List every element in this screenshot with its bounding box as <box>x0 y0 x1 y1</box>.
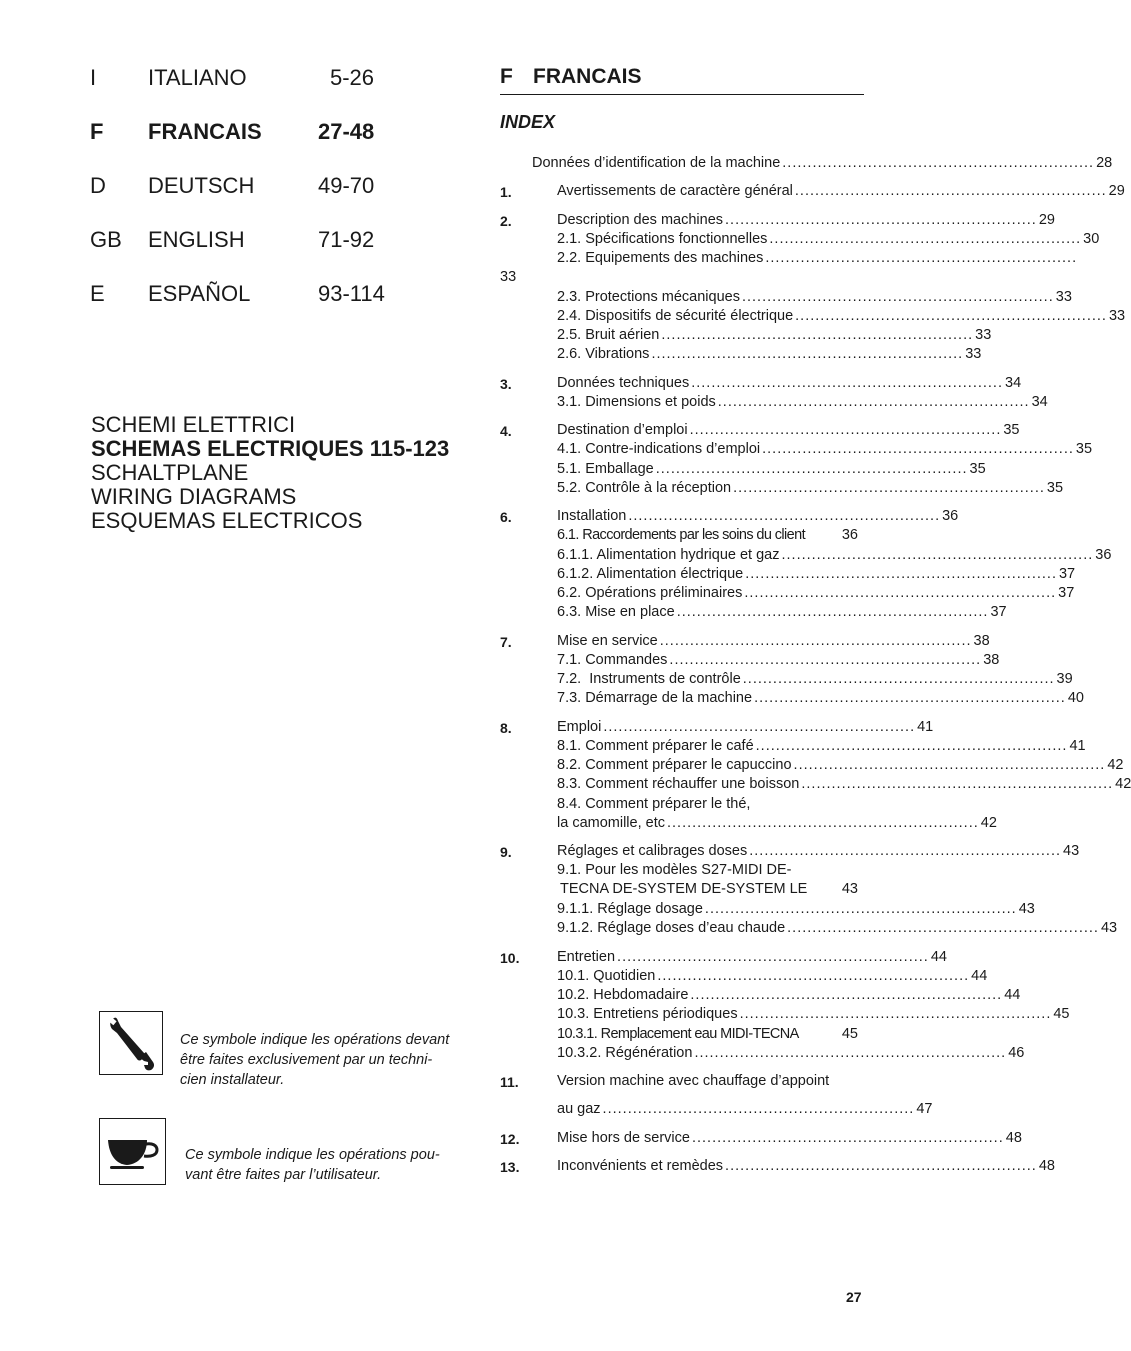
toc-entry: 10.3. Entretiens périodiques .............................................................. 45 <box>557 1006 1070 1022</box>
toc-entry-page: 37 <box>1058 566 1076 582</box>
schemas-en: WIRING DIAGRAMS <box>91 484 297 509</box>
toc-entry-title: la camomille, etc <box>557 815 665 831</box>
toc-entry-title: au gaz <box>557 1101 601 1117</box>
toc-entry-title: 6.2. Opérations préliminaires <box>557 585 743 601</box>
toc-entry: Description des machines .............................................................. 29 <box>557 212 1055 228</box>
toc-section-number: 6. <box>500 509 512 525</box>
toc-entry-page: 39 <box>1056 671 1073 687</box>
toc-entry: 7.3. Démarrage de la machine .............................................................. 40 <box>557 690 1084 706</box>
toc-entry-page: 30 <box>1083 231 1100 247</box>
toc-entry: Avertissements de caractère général .............................................................. 29 <box>557 183 1125 199</box>
technician-symbol-note <box>180 1030 449 1090</box>
language-code: F <box>90 119 104 144</box>
language-code: E <box>90 281 105 306</box>
toc-entry: 6.1.2. Alimentation électrique .............................................................. 37 <box>557 566 1076 582</box>
schemas-fr: SCHEMAS ELECTRIQUES 115-123 <box>91 436 450 461</box>
toc-entry-title: 4.1. Contre-indications d’emploi <box>557 441 761 457</box>
toc-section-number: 12. <box>500 1131 520 1147</box>
user-note-line: Ce symbole indique les opérations pou- <box>185 1147 440 1163</box>
toc-entry: 9.1.1. Réglage dosage .............................................................. 43 <box>557 901 1035 917</box>
toc-section-number: 7. <box>500 634 512 650</box>
wrench-icon <box>100 1012 161 1073</box>
language-code: GB <box>90 227 122 252</box>
toc-section-number: 2. <box>500 213 512 229</box>
technician-note-line: être faites exclusivement par un techni- <box>180 1052 433 1068</box>
toc-entry-page: 44 <box>930 949 947 965</box>
language-pages: 27-48 <box>318 119 375 144</box>
toc-entry-page: 35 <box>1075 441 1093 457</box>
toc-entry: 2.5. Bruit aérien .............................................................. 33 <box>557 327 992 343</box>
toc-entry-title: 2.5. Bruit aérien <box>557 327 660 343</box>
toc-entry: 6.1.1. Alimentation hydrique et gaz .............................................................. 36 <box>557 547 1112 563</box>
toc-entry-page: 33 <box>965 346 982 362</box>
toc-entry-title: Destination d’emploi <box>557 422 688 438</box>
toc-entry-title: 10.3. Entretiens périodiques <box>557 1006 738 1022</box>
toc-entry: 7.1. Commandes .............................................................. 38 <box>557 652 1000 668</box>
toc-entry-page: 43 <box>1063 843 1080 859</box>
toc-entry-title: 2.2. Equipements des machines <box>557 250 764 266</box>
toc-entry-title: 10.2. Hebdomadaire <box>557 987 689 1003</box>
toc-entry-page: 43 <box>1100 920 1118 936</box>
toc-entry: 2.2. Equipements des machines .............................................................. <box>557 250 1078 266</box>
toc-entry <box>557 526 858 545</box>
cup-icon <box>100 1119 164 1183</box>
toc-entry-page: 42 <box>1107 757 1124 773</box>
section-title: FRANCAIS <box>533 65 642 88</box>
toc-entry: 5.2. Contrôle à la réception .............................................................. 35 <box>557 480 1064 496</box>
toc-entry: 2.6. Vibrations .............................................................. 33 <box>557 346 982 362</box>
toc-entry-title: 9.1. Pour les modèles S27-MIDI DE- <box>557 862 792 878</box>
toc-entry-page: 42 <box>1115 776 1131 792</box>
toc-entry-page: 35 <box>969 461 986 477</box>
schemas-es: ESQUEMAS ELECTRICOS <box>91 508 363 533</box>
toc-entry: 3.1. Dimensions et poids .............................................................. 34 <box>557 394 1048 410</box>
toc-entry-page: 41 <box>917 719 934 735</box>
toc-entry-title: 2.1. Spécifications fonctionnelles <box>557 231 768 247</box>
toc-entry-page: 34 <box>1031 394 1048 410</box>
toc-entry: Mise en service .............................................................. 38 <box>557 633 990 649</box>
toc-entry <box>560 880 858 899</box>
toc-section-number: 3. <box>500 376 512 392</box>
toc-entry-page: 38 <box>973 633 990 649</box>
toc-section-number: 8. <box>500 720 512 736</box>
toc-entry <box>557 1025 858 1044</box>
toc-entry: 8.2. Comment préparer le capuccino .............................................................. 42 <box>557 757 1124 773</box>
toc-section-number: 1. <box>500 184 512 200</box>
toc-entry-page: 48 <box>1038 1158 1055 1174</box>
section-header <box>500 65 864 95</box>
toc-entry: Inconvénients et remèdes .............................................................. 48 <box>557 1158 1055 1174</box>
toc-entry: 10.2. Hebdomadaire .............................................................. 44 <box>557 987 1021 1003</box>
toc-entry-page: 29 <box>1108 183 1125 199</box>
toc-entry-title: 6.3. Mise en place <box>557 604 675 620</box>
toc-entry: la camomille, etc .............................................................. 42 <box>557 815 997 831</box>
toc-entry-page: 38 <box>983 652 1000 668</box>
toc-entry-page: 43 <box>841 881 858 897</box>
toc-entry-page: 33 <box>500 269 517 285</box>
toc-entry: 2.1. Spécifications fonctionnelles .............................................................. 30 <box>557 231 1100 247</box>
toc-entry-page: 33 <box>1108 308 1126 324</box>
wiring-diagrams-block <box>91 413 449 533</box>
toc-entry-title: Emploi <box>557 719 602 735</box>
toc-entry-title: 8.3. Comment réchauffer une boisson <box>557 776 800 792</box>
toc-entry-title: Entretien <box>557 949 616 965</box>
toc-entry-page: 36 <box>841 527 858 543</box>
toc-entry-title: 8.1. Comment préparer le café <box>557 738 754 754</box>
toc-section-number: 11. <box>500 1074 519 1090</box>
toc-entry-title: 7.2. Instruments de contrôle <box>557 671 741 687</box>
toc-entry-page: 33 <box>1055 289 1072 305</box>
toc-entry: 2.4. Dispositifs de sécurité électrique .............................................................. 33 <box>557 308 1126 324</box>
index-title: INDEX <box>500 112 556 132</box>
toc-entry-title: 2.4. Dispositifs de sécurité électrique <box>557 308 794 324</box>
toc-entry: 6.2. Opérations préliminaires .............................................................. 37 <box>557 585 1075 601</box>
language-code: D <box>90 173 106 198</box>
toc-entry-title: 6.1.2. Alimentation électrique <box>557 566 744 582</box>
toc-entry-page: 45 <box>1053 1006 1070 1022</box>
toc-entry-title: 6.1.1. Alimentation hydrique et gaz <box>557 547 780 563</box>
toc-entry-title: Description des machines <box>557 212 724 228</box>
toc-entry-title: Mise hors de service <box>557 1130 690 1146</box>
toc-entry: Installation .............................................................. 36 <box>557 508 959 524</box>
toc-entry: 2.3. Protections mécaniques .............................................................. 33 <box>557 289 1072 305</box>
toc-entry-page: 37 <box>990 604 1007 620</box>
toc-entry-title: Données techniques <box>557 375 690 391</box>
toc-entry-title: Données d’identification de la machine <box>532 155 781 171</box>
language-name: FRANCAIS <box>148 119 262 144</box>
toc-entry-page: 44 <box>1004 987 1021 1003</box>
user-symbol-note <box>185 1145 440 1185</box>
toc-entry-title: 10.1. Quotidien <box>557 968 656 984</box>
language-name: ENGLISH <box>148 227 245 252</box>
toc-entry-title: 8.4. Comment préparer le thé, <box>557 796 751 812</box>
language-name: ESPAÑOL <box>148 281 251 306</box>
toc-entry: Destination d’emploi .............................................................. 35 <box>557 422 1020 438</box>
schemas-de: SCHALTPLANE <box>91 460 249 485</box>
section-code: F <box>500 65 513 88</box>
toc-entry: 5.1. Emballage .............................................................. 35 <box>557 461 986 477</box>
toc-entry: Données techniques .............................................................. 34 <box>557 375 1022 391</box>
toc-entry-title: 7.3. Démarrage de la machine <box>557 690 753 706</box>
toc-entry-page: 45 <box>841 1026 858 1042</box>
technician-note-line: Ce symbole indique les opérations devant <box>180 1032 450 1048</box>
toc-section-number: 9. <box>500 844 512 860</box>
cup-symbol-box <box>99 1118 166 1185</box>
toc-entry: Mise hors de service .............................................................. 48 <box>557 1130 1022 1146</box>
toc-entry-page: 42 <box>980 815 997 831</box>
toc-entry: 8.1. Comment préparer le café .............................................................. 41 <box>557 738 1086 754</box>
toc-entry-page: 47 <box>916 1101 933 1117</box>
toc-entry-title: 9.1.2. Réglage doses d’eau chaude <box>557 920 786 936</box>
toc-entry-title: Installation <box>557 508 627 524</box>
toc-entry-page: 36 <box>1095 547 1112 563</box>
toc-entry-title: Réglages et calibrages doses <box>557 843 748 859</box>
toc-entry-page: 35 <box>1046 480 1064 496</box>
toc-entry: Réglages et calibrages doses .............................................................. 43 <box>557 843 1080 859</box>
toc-entry-title: 2.6. Vibrations <box>557 346 650 362</box>
toc-entry-title: 7.1. Commandes <box>557 652 668 668</box>
toc-entry-title: Mise en service <box>557 633 658 649</box>
toc-entry-page: 41 <box>1069 738 1086 754</box>
toc-entry-page: 40 <box>1067 690 1084 706</box>
toc-entry-title: Inconvénients et remèdes <box>557 1158 724 1174</box>
page-number: 27 <box>846 1289 862 1305</box>
toc-entry: Données d’identification de la machine .............................................................. 28 <box>532 155 1113 171</box>
toc-entry-page: 37 <box>1058 585 1075 601</box>
toc-entry: 10.3.2. Régénération .............................................................. 46 <box>557 1045 1025 1061</box>
language-code: I <box>90 65 97 90</box>
toc-entry-page: 29 <box>1038 212 1055 228</box>
toc-section-number: 4. <box>500 423 512 439</box>
toc-entry-title: 5.2. Contrôle à la réception <box>557 480 732 496</box>
toc-entry: 6.3. Mise en place .............................................................. 37 <box>557 604 1007 620</box>
toc-entry-page: 28 <box>1096 155 1113 171</box>
toc-entry-title: 3.1. Dimensions et poids <box>557 394 716 410</box>
toc-entry: Emploi .............................................................. 41 <box>557 719 934 735</box>
language-pages: 5-26 <box>330 65 375 90</box>
toc-entry-title: Version machine avec chauffage d’appoint <box>557 1073 830 1089</box>
toc-entry: 10.1. Quotidien .............................................................. 44 <box>557 968 988 984</box>
toc-entry-title: 8.2. Comment préparer le capuccino <box>557 757 792 773</box>
technician-note-line: cien installateur. <box>180 1072 285 1088</box>
toc-entry-title: 5.1. Emballage <box>557 461 654 477</box>
toc-entry-title: 10.3.2. Régénération <box>557 1045 693 1061</box>
toc-entry-page: 48 <box>1005 1130 1022 1146</box>
toc-entry-title: 6.1. Raccordements par les soins du client <box>557 527 806 543</box>
toc-entry-title: Avertissements de caractère général <box>557 183 793 199</box>
toc-entry-title: TECNA DE-SYSTEM DE-SYSTEM LE <box>560 881 808 897</box>
toc-entry: Entretien .............................................................. 44 <box>557 949 947 965</box>
language-pages: 49-70 <box>318 173 375 198</box>
toc-section-number: 10. <box>500 950 520 966</box>
toc-entry-page: 43 <box>1018 901 1035 917</box>
toc-entry-page: 44 <box>971 968 988 984</box>
toc-entry: au gaz .............................................................. 47 <box>557 1101 933 1117</box>
toc-entry-title: 9.1.1. Réglage dosage <box>557 901 703 917</box>
toc-entry-page: 33 <box>975 327 992 343</box>
language-name: DEUTSCH <box>148 173 255 198</box>
schemas-it: SCHEMI ELETTRICI <box>91 412 296 437</box>
toc-entry: 8.3. Comment réchauffer une boisson .............................................................. 42 <box>557 776 1131 792</box>
toc-entry-title: 2.3. Protections mécaniques <box>557 289 740 305</box>
toc-entry: 7.2. Instruments de contrôle .............................................................. 39 <box>557 671 1073 687</box>
toc-entry-title: 10.3.1. Remplacement eau MIDI-TECNA <box>557 1026 799 1042</box>
language-pages: 93-114 <box>318 281 385 306</box>
toc-entry: 4.1. Contre-indications d’emploi .............................................................. 35 <box>557 441 1093 457</box>
language-pages: 71-92 <box>318 227 375 252</box>
toc-entry-page: 34 <box>1005 375 1022 391</box>
wrench-symbol-box <box>99 1011 163 1075</box>
toc-section-number: 13. <box>500 1159 520 1175</box>
toc-entry-page: 46 <box>1008 1045 1025 1061</box>
toc-entry-page: 35 <box>1003 422 1020 438</box>
language-name: ITALIANO <box>148 65 247 90</box>
user-note-line: vant être faites par l’utilisateur. <box>185 1167 382 1183</box>
toc-entry: 9.1.2. Réglage doses d’eau chaude .............................................................. 43 <box>557 920 1118 936</box>
toc-entry-page: 36 <box>942 508 959 524</box>
